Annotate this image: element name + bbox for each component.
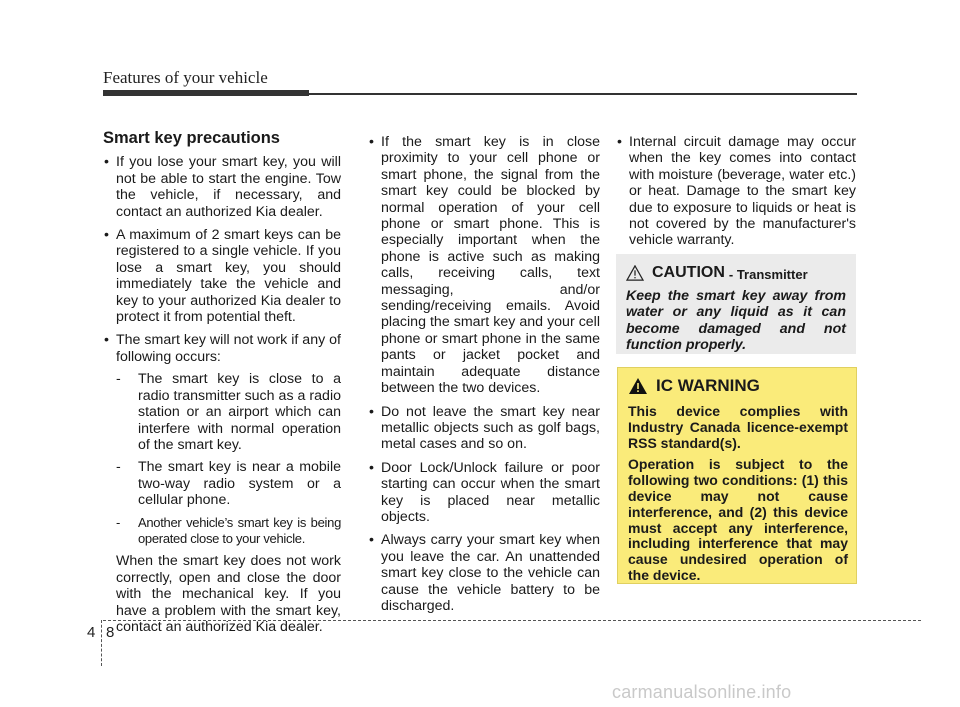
- section-number: 4: [87, 624, 96, 641]
- page-header-title: Features of your vehicle: [103, 68, 268, 87]
- ic-warning-box: [617, 367, 857, 584]
- ic-warning-title: IC WARNING: [656, 376, 760, 395]
- bullet-item: • Internal circuit damage may occur when the key comes into contact with moisture (beverage, water etc.) or heat. Damage to the smart key due to exposure to liquids or heat is not covered by the manufacturer's vehicle warranty.: [616, 134, 856, 249]
- sub-item: [116, 371, 341, 453]
- bullet-text: The smart key will not work if any of following occurs:: [116, 332, 341, 365]
- footer-rule: [103, 620, 921, 621]
- dash-marker: -: [116, 514, 121, 530]
- bullet-item: • Always carry your smart key when you leave the car. An unattended smart key close to the vehicle can cause the vehicle battery to be discharged.: [368, 532, 600, 614]
- sub-item: [116, 515, 341, 548]
- bullet-item: • Do not leave the smart key near metallic objects such as golf bags, metal cases and so on.: [368, 404, 600, 453]
- paragraph: When the smart key does not work correctly, open and close the door with the mechanical key. If you have a problem with the smart key, contact an authorized Kia dealer.: [116, 553, 341, 635]
- caution-header: [626, 264, 846, 282]
- warning-outline-icon: [626, 265, 644, 281]
- column-left: [103, 130, 341, 642]
- column-right: [616, 134, 856, 256]
- warning-filled-icon: [628, 377, 648, 395]
- bullet-item: [103, 332, 341, 635]
- caution-label: CAUTION: [652, 264, 725, 281]
- sub-item-text: Another vehicle’s smart key is being operated close to your vehicle.: [138, 514, 341, 546]
- ic-warning-paragraph: This device complies with Industry Canada licence-exempt RSS standard(s).: [628, 403, 848, 451]
- caution-subtitle: - Transmitter: [728, 266, 808, 282]
- header-rule-thick: [103, 90, 309, 96]
- bullet-item: • Door Lock/Unlock failure or poor starting can occur when the smart key is placed near metallic objects.: [368, 460, 600, 526]
- sub-item-text: The smart key is close to a radio transmitter such as a radio station or an airport which can interfere with normal operation of the smart key.: [138, 371, 341, 453]
- bullet-item: • A maximum of 2 smart keys can be registered to a single vehicle. If you lose a smart key, you should immediately take the vehicle and key to your authorized Kia dealer to protect it from potential theft.: [103, 227, 341, 325]
- sub-item-text: The smart key is near a mobile two-way radio system or a cellular phone.: [138, 459, 341, 509]
- section-title: Smart key precautions: [103, 129, 280, 147]
- dash-marker: -: [116, 371, 121, 388]
- caution-box: [616, 254, 856, 354]
- precautions-list-middle: [368, 134, 600, 614]
- precautions-list-right: [616, 134, 856, 249]
- watermark: carmanualsonline.info: [612, 682, 792, 702]
- sub-item: [116, 459, 341, 508]
- precautions-list-left: [103, 154, 341, 635]
- column-middle: [368, 134, 600, 621]
- footer-divider: [101, 620, 102, 666]
- header-rule-thin: [309, 93, 857, 95]
- bullet-item: • If the smart key is in close proximity to your cell phone or smart phone, the signal from the smart key could be blocked by normal operation of your cell phone or smart phone. This is especially important when the phone is active such as making calls, receiving calls, text messaging, and/or sending/receiving emails. Avoid placing the smart key and your cell phone or smart phone in the same pants or jacket pocket and maintain adequate distance between the two devices.: [368, 134, 600, 397]
- ic-warning-paragraph: Operation is subject to the following two conditions: (1) this device may not cause interference, and (2) this device must accept any interference, including interference that may cause undesired operation of the device.: [628, 456, 848, 583]
- dash-marker: -: [116, 459, 121, 476]
- ic-warning-header: [628, 376, 848, 396]
- caution-text: Keep the smart key away from water or any liquid as it can become damaged and not function properly.: [626, 288, 846, 354]
- bullet-item: • If you lose your smart key, you will not be able to start the engine. Tow the vehicle, if necessary, and contact an authorized Kia dealer.: [103, 154, 341, 220]
- page-number: 8: [106, 624, 115, 641]
